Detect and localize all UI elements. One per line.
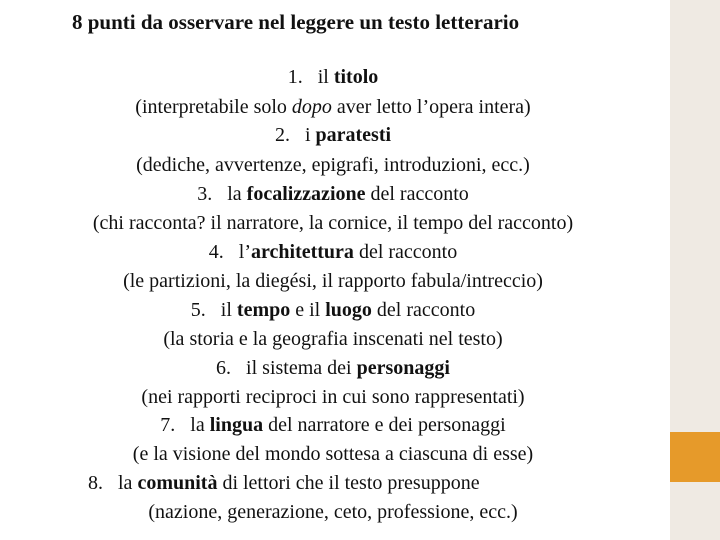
sidebar-panel [670, 0, 720, 432]
item-number: 3. [197, 183, 213, 205]
item-keyword: paratesti [315, 124, 392, 146]
item-number: 6. [216, 357, 232, 379]
item-5-heading: 5. il tempo e il luogo del racconto [190, 299, 476, 321]
item-1-heading: 1. il titolo [287, 66, 379, 88]
item-5-description: (la storia e la geografia inscenati nel testo) [163, 328, 503, 350]
item-8-description: (nazione, generazione, ceto, professione, ecc.) [148, 501, 518, 523]
item-keyword: luogo [325, 299, 372, 321]
item-number: 4. [208, 241, 224, 263]
item-4-heading: 4. l’architettura del racconto [208, 241, 458, 263]
item-keyword: tempo [236, 299, 291, 321]
item-keyword: focalizzazione [246, 183, 366, 205]
item-3-heading: 3. la focalizzazione del racconto [197, 183, 469, 205]
item-6-description: (nei rapporti reciproci in cui sono rappresentati) [141, 386, 525, 408]
item-4-description: (le partizioni, la diegési, il rapporto fabula/intreccio) [123, 270, 543, 292]
item-7-description: (e la visione del mondo sottesa a ciascuna di esse) [132, 443, 534, 465]
item-keyword: architettura [251, 241, 354, 263]
slide-title: 8 punti da osservare nel leggere un testo letterario [72, 10, 520, 34]
item-number: 2. [274, 124, 290, 146]
item-3-description: (chi racconta? il narratore, la cornice, il tempo del racconto) [92, 212, 574, 234]
item-keyword: personaggi [356, 357, 450, 379]
item-2-heading: 2. i paratesti [274, 124, 392, 146]
item-keyword: comunità [137, 472, 218, 494]
sidebar-panel-bottom [670, 482, 720, 540]
item-7-heading: 7. la lingua del narratore e dei personaggi [160, 414, 506, 436]
item-2-description: (dediche, avvertenze, epigrafi, introduzioni, ecc.) [136, 154, 530, 176]
item-number: 1. [287, 66, 303, 88]
accent-square [670, 432, 720, 482]
item-8-heading: 8. la comunità di lettori che il testo presuppone [88, 472, 480, 494]
item-number: 7. [160, 414, 176, 436]
item-number: 5. [190, 299, 206, 321]
sidebar-divider [666, 0, 670, 540]
item-6-heading: 6. il sistema dei personaggi [216, 357, 450, 379]
item-number: 8. [88, 472, 103, 494]
item-1-description: (interpretabile solo dopo aver letto l’opera intera) [135, 96, 531, 118]
item-keyword: lingua [209, 414, 264, 436]
item-keyword: titolo [333, 66, 379, 88]
